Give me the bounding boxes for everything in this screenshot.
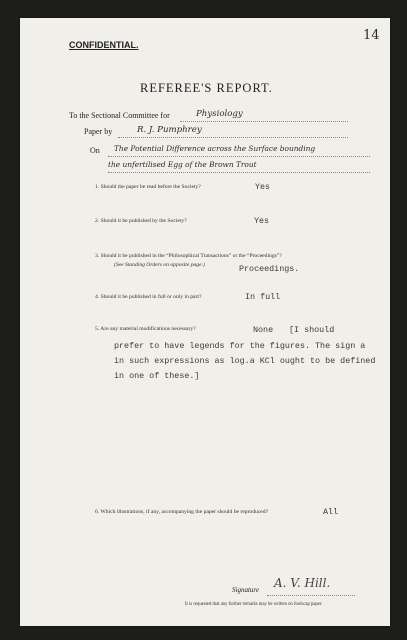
- remarks-line-1: [I should: [289, 325, 335, 335]
- committee-underline: [180, 121, 348, 122]
- question-2: [95, 218, 187, 224]
- question-4-number: 4.: [95, 294, 100, 300]
- answer-5: None: [253, 325, 274, 335]
- question-5: [95, 326, 196, 332]
- question-3-note: (See Standing Orders on opposite page.): [114, 262, 205, 268]
- remarks-line-3: in such expressions as log.a KCl ought to be defined: [114, 356, 376, 366]
- question-4-text: Should it be published in full or only in part?: [100, 294, 202, 300]
- paper-by-underline: [118, 137, 348, 138]
- question-3-number: 3.: [95, 253, 100, 259]
- signature-underline: [267, 595, 355, 596]
- answer-4: In full: [245, 292, 281, 302]
- answer-1: Yes: [255, 182, 271, 192]
- question-6: [95, 509, 268, 515]
- signature-value: A. V. Hill.: [274, 576, 331, 590]
- question-3: [95, 253, 282, 259]
- answer-3: Proceedings.: [239, 264, 300, 274]
- question-5-number: 5.: [95, 326, 100, 332]
- page-number: 14: [363, 28, 380, 43]
- answer-2: Yes: [254, 216, 270, 226]
- committee-value: Physiology: [196, 109, 243, 119]
- footnote: It is requested that any further remarks may be written on foolscap paper.: [185, 602, 323, 607]
- paper-by-value: R. J. Pumphrey: [137, 125, 202, 135]
- on-value-line-1: The Potential Difference across the Surface bounding: [114, 144, 316, 153]
- paper-by-label: Paper by: [84, 127, 113, 136]
- question-6-text: Which illustrations, if any, accompanying the paper should be reproduced?: [100, 509, 269, 515]
- on-underline-1: [108, 156, 370, 157]
- question-2-text: Should it be published by the Society?: [100, 218, 187, 224]
- remarks-line-2: prefer to have legends for the figures. The sign a: [114, 341, 366, 351]
- on-label: On: [90, 146, 100, 155]
- on-value-line-2: the unfertilised Egg of the Brown Trout: [108, 160, 257, 169]
- question-2-number: 2.: [95, 218, 100, 224]
- question-5-text: Are any material modifications necessary?: [100, 326, 196, 332]
- report-title: REFEREE'S REPORT.: [140, 81, 273, 95]
- committee-label: To the Sectional Committee for: [69, 111, 170, 120]
- question-6-number: 6.: [95, 509, 100, 515]
- question-3-text: Should it be published in the “Philosophical Transactions” or the “Proceedings”?: [100, 253, 282, 259]
- remarks-line-4: in one of these.]: [114, 371, 200, 381]
- question-1-number: 1.: [95, 184, 100, 190]
- signature-label: Signature: [232, 586, 259, 594]
- question-1: [95, 184, 201, 190]
- question-4: [95, 294, 201, 300]
- on-underline-2: [108, 172, 370, 173]
- confidential-label: CONFIDENTIAL.: [69, 40, 139, 50]
- question-1-text: Should the paper be read before the Society?: [100, 184, 201, 190]
- referee-report-sheet: [20, 18, 390, 626]
- answer-6: All: [323, 507, 339, 517]
